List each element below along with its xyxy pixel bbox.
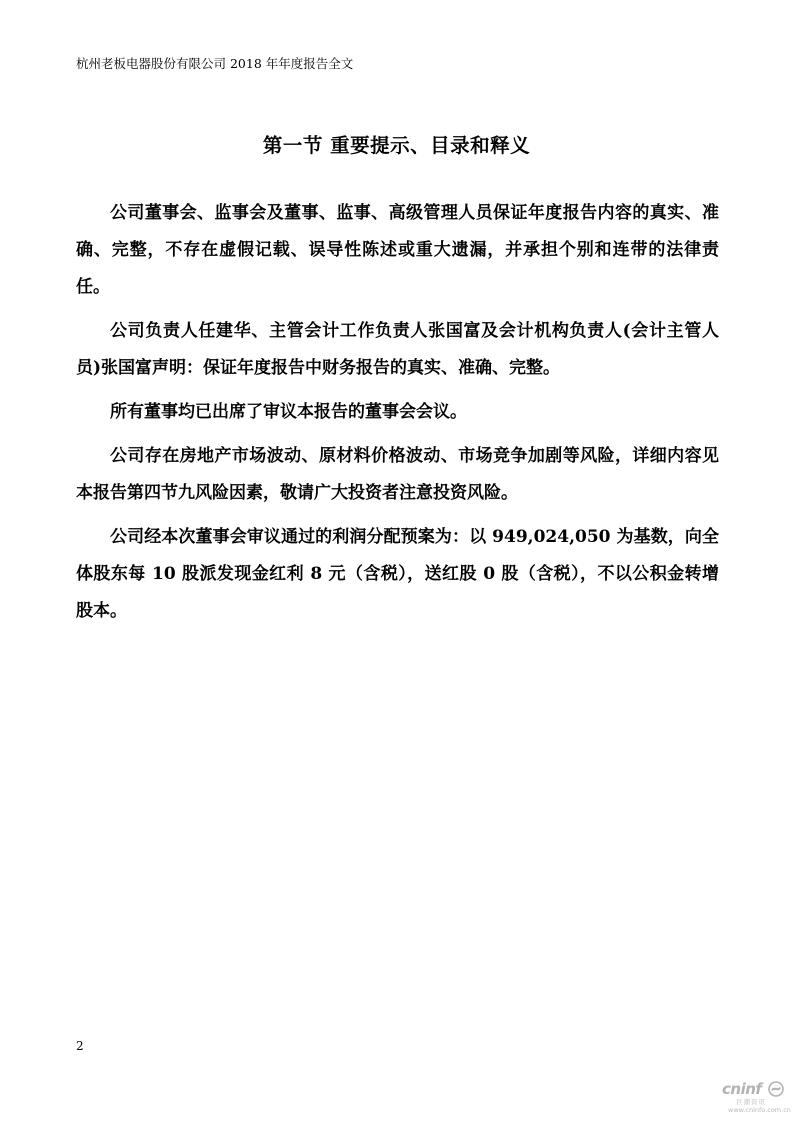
paragraph-responsible-persons: 公司负责人任建华、主管会计工作负责人张国富及会计机构负责人(会计主管人员)张国富声明：保证年度报告中财务报告的真实、准确、完整。 [76, 321, 719, 378]
important-notice-body [76, 195, 719, 637]
paragraph-board-attendance: 所有董事均已出席了审议本报告的董事会会议。 [110, 402, 467, 422]
page-number: 2 [76, 1039, 84, 1053]
paragraph-board-guarantee: 公司董事会、监事会及董事、监事、高级管理人员保证年度报告内容的真实、准确、完整，不存在虚假记载、误导性陈述或重大遗漏，并承担个别和连带的法律责任。 [76, 203, 719, 297]
cninfo-logo-text: cninf [722, 1080, 762, 1098]
cninfo-logo-subtitle: 巨潮资讯 [736, 1098, 766, 1106]
cninfo-logo [722, 1080, 791, 1116]
cninfo-logo-icon [768, 1081, 784, 1097]
cninfo-logo-url: www.cninfo.com.cn [728, 1106, 791, 1114]
running-header: 杭州老板电器股份有限公司 2018 年年度报告全文 [76, 56, 354, 71]
paragraph-profit-distribution: 公司经本次董事会审议通过的利润分配预案为：以 949,024,050 为基数，向全体股东每 10 股派发现金红利 8 元（含税），送红股 0 股（含税），不以公积金转增股本。 [76, 527, 719, 621]
paragraph-risk-warning: 公司存在房地产市场波动、原材料价格波动、市场竞争加剧等风险，详细内容见本报告第四节九风险因素，敬请广大投资者注意投资风险。 [76, 446, 719, 503]
section-title: 第一节 重要提示、目录和释义 [262, 134, 531, 157]
